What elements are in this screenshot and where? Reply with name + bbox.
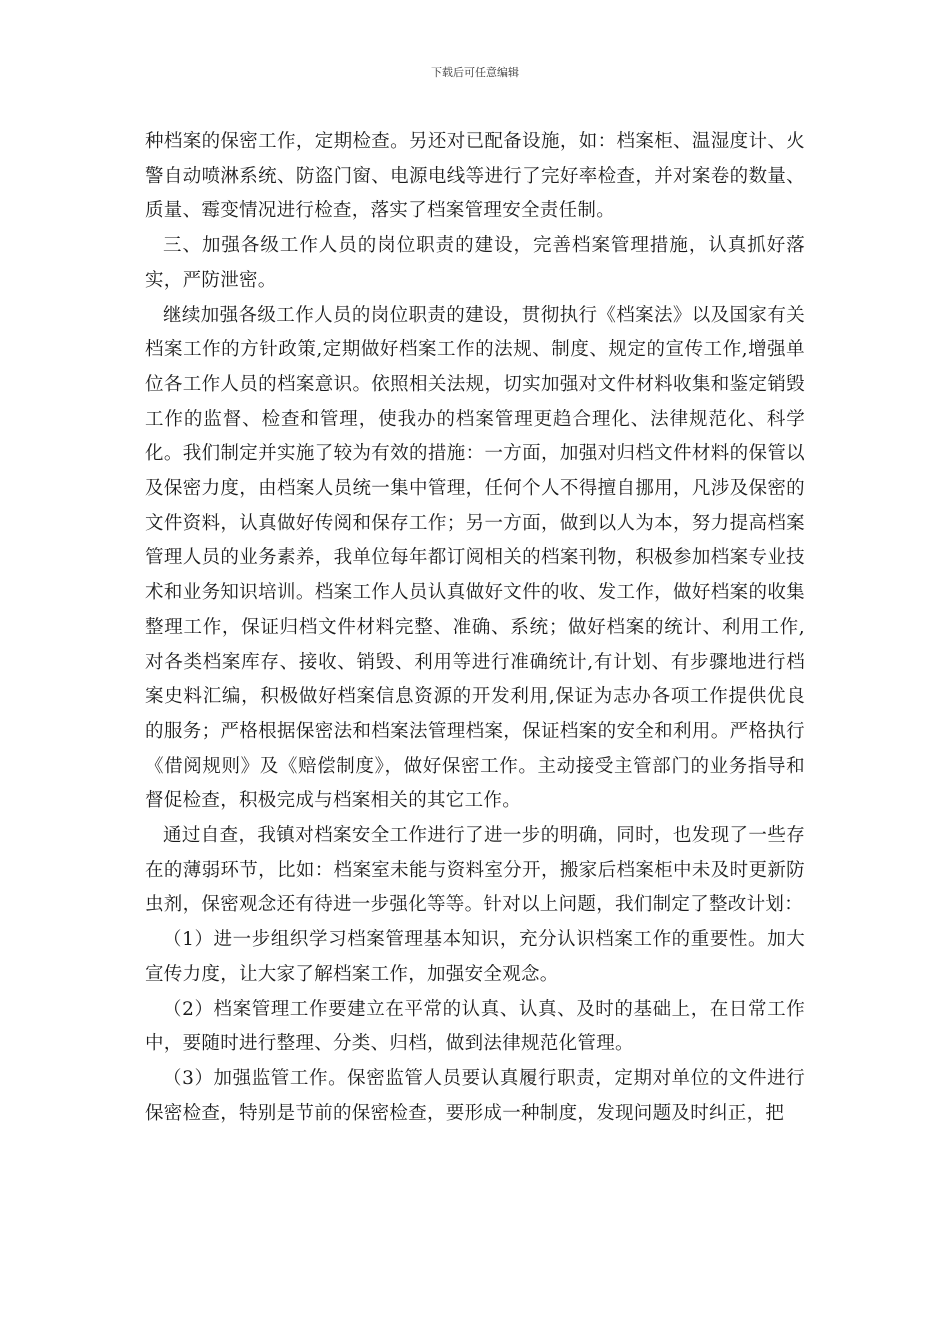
page-header: 下载后可任意编辑 [431,66,519,79]
list-item-1: （1）进一步组织学习档案管理基本知识，充分认识档案工作的重要性。加大宣传力度，让大家了解档案工作，加强安全观念。 [145,929,805,985]
list-item-3: （3）加强监管工作。保密监管人员要认真履行职责，定期对单位的文件进行保密检查，特别是节前的保密检查，要形成一种制度，发现问题及时纠正，把 [145,1067,805,1124]
paragraph-self-check: 通过自查，我镇对档案安全工作进行了进一步的明确，同时，也发现了一些存在的薄弱环节，比如：档案室未能与资料室分开，搬家后档案柜中未及时更新防虫剂，保密观念还有待进一步强化等等。针对以上问题，我们制定了整改计划： [145,825,805,916]
paragraph-continuation: 种档案的保密工作，定期检查。另还对已配备设施，如：档案柜、温湿度计、火警自动喷淋系统、防盗门窗、电源电线等进行了完好率检查，并对案卷的数量、质量、霉变情况进行检查，落实了档案管理安全责任制。 [145,131,805,222]
list-item-2: （2）档案管理工作要建立在平常的认真、认真、及时的基础上，在日常工作中，要随时进行整理、分类、归档，做到法律规范化管理。 [145,998,805,1055]
document-body [145,125,805,1131]
section-heading-three: 三、加强各级工作人员的岗位职责的建设，完善档案管理措施，认真抓好落实，严防泄密。 [145,235,805,291]
paragraph-measures: 继续加强各级工作人员的岗位职责的建设，贯彻执行《档案法》以及国家有关档案工作的方针政策,定期做好档案工作的法规、制度、规定的宣传工作,增强单位各工作人员的档案意识。依照相关法规，切实加强对文件材料收集和鉴定销毁工作的监督、检查和管理，使我办的档案管理更趋合理化、法律规范化、科学化。我们制定并实施了较为有效的措施：一方面，加强对归档文件材料的保管以及保密力度，由档案人员统一集中管理，任何个人不得擅自挪用，凡涉及保密的文件资料，认真做好传阅和保存工作；另一方面，做到以人为本，努力提高档案管理人员的业务素养，我单位每年都订阅相关的档案刊物，积极参加档案专业技术和业务知识培训。档案工作人员认真做好文件的收、发工作，做好档案的收集整理工作，保证归档文件材料完整、准确、系统；做好档案的统计、利用工作,对各类档案库存、接收、销毁、利用等进行准确统计,有计划、有步骤地进行档案史料汇编，积极做好档案信息资源的开发利用,保证为志办各项工作提供优良的服务；严格根据保密法和档案法管理档案，保证档案的安全和利用。严格执行《借阅规则》及《赔偿制度》，做好保密工作。主动接受主管部门的业务指导和督促检查，积极完成与档案相关的其它工作。 [145,304,805,812]
